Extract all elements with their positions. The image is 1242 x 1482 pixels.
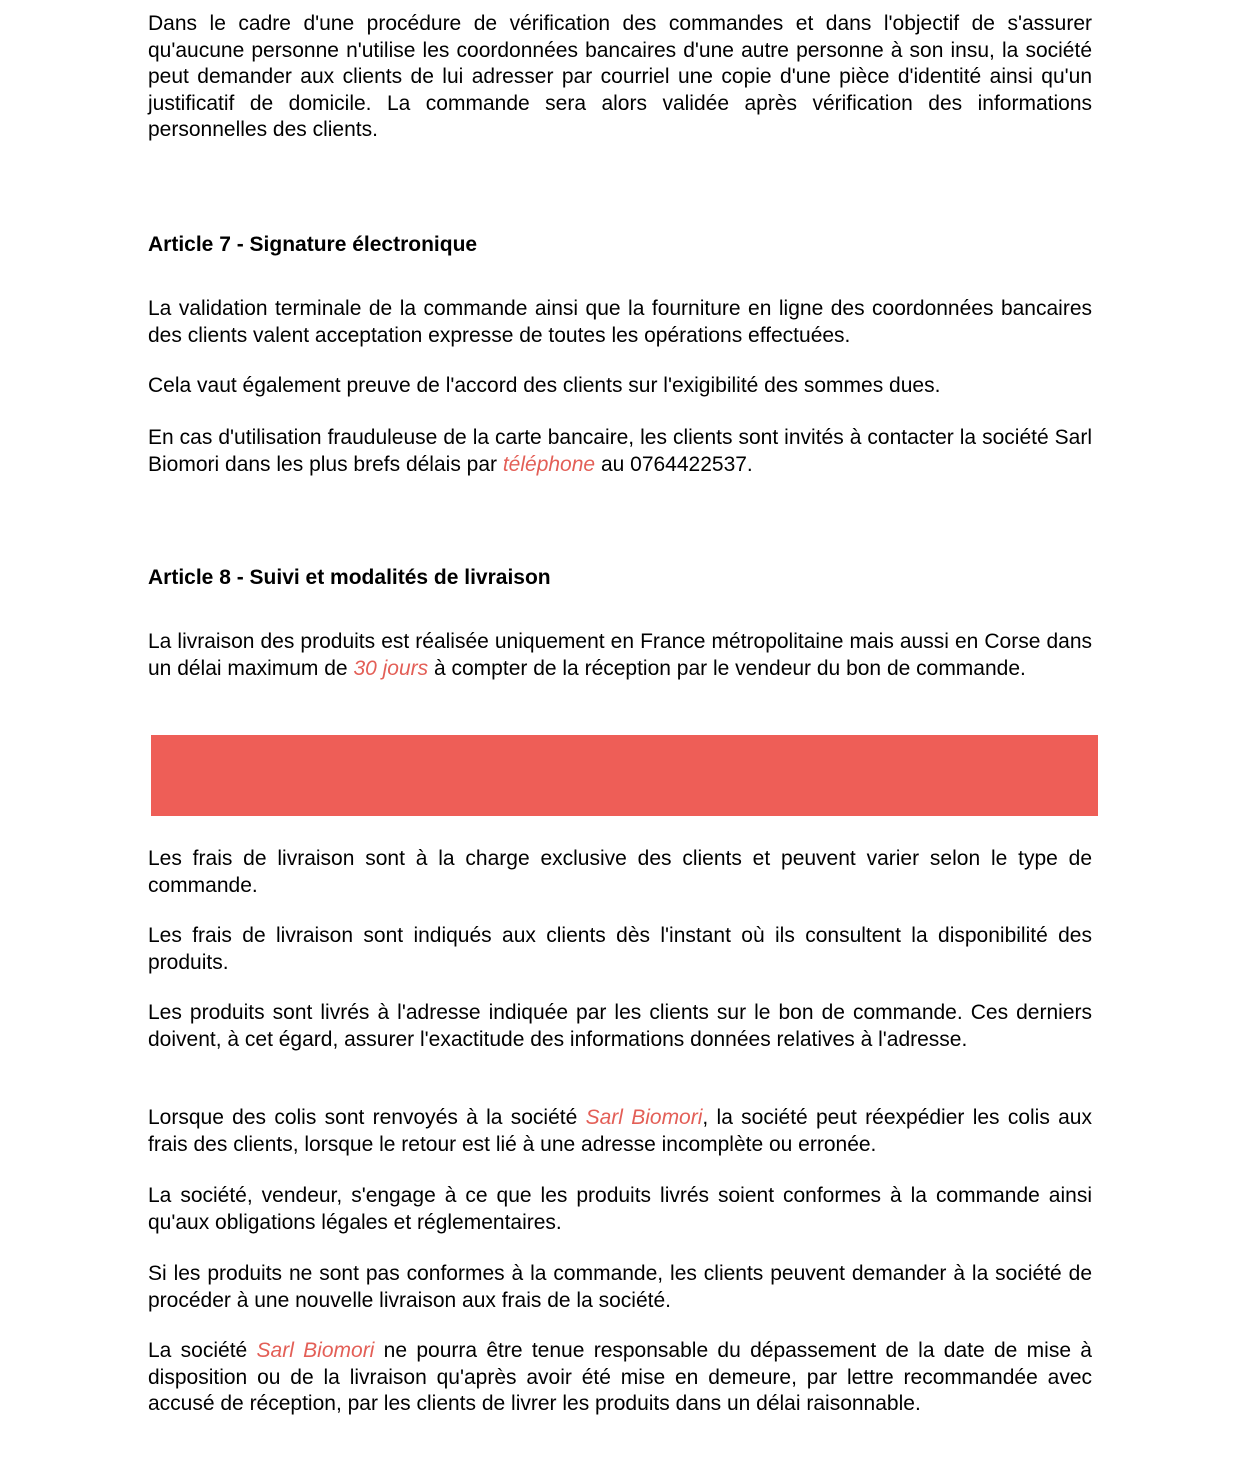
text-segment: au 0764422537. — [595, 452, 753, 476]
text-segment: En cas d'utilisation frauduleuse de la carte bancaire, les clients sont invités à contacter la société Sarl Biomori dans les plus brefs délais par — [148, 426, 1092, 476]
company-highlight: Sarl Biomori — [585, 1106, 703, 1129]
text-segment: La société — [148, 1339, 257, 1362]
article-8-paragraph-3: Les frais de livraison sont indiqués aux clients dès l'instant où ils consultent la disponibilité des produits. — [148, 924, 1092, 974]
text-segment: Lorsque des colis sont renvoyés à la société — [148, 1106, 586, 1129]
article-8-title: Article 8 - Suivi et modalités de livraison — [148, 566, 551, 589]
article-7-title: Article 7 - Signature électronique — [148, 233, 478, 256]
intro-paragraph: Dans le cadre d'une procédure de vérification des commandes et dans l'objectif de s'assurer qu'aucune personne n'utilise les coordonnées bancaires d'une autre personne à son insu, la société peut demander aux clients de lui adresser par courriel une copie d'une pièce d'identité ainsi qu'un justificatif de domicile. La commande sera alors validée après vérification des informations personnelles des clients. — [148, 12, 1092, 141]
phone-highlight: téléphone — [502, 452, 596, 476]
article-8-paragraph-1 — [148, 629, 1092, 682]
article-7-paragraph-1: La validation terminale de la commande ainsi que la fourniture en ligne des coordonnées bancaires des clients valent acceptation expresse de toutes les opérations effectuées. — [148, 297, 1092, 347]
article-8-paragraph-8 — [148, 1338, 1092, 1418]
article-8-paragraph-7: Si les produits ne sont pas conformes à la commande, les clients peuvent demander à la société de procéder à une nouvelle livraison aux frais de la société. — [148, 1262, 1092, 1312]
delay-highlight: 30 jours — [353, 656, 429, 680]
article-8-paragraph-2: Les frais de livraison sont à la charge exclusive des clients et peuvent varier selon le type de commande. — [148, 847, 1092, 897]
article-7-paragraph-3 — [148, 425, 1092, 478]
article-8-paragraph-5 — [148, 1105, 1092, 1158]
text-segment: , la société peut réexpédier les colis aux frais des clients, lorsque le retour est lié à une adresse incomplète ou erronée. — [148, 1106, 1092, 1156]
red-banner — [151, 735, 1098, 816]
article-7-paragraph-2: Cela vaut également preuve de l'accord des clients sur l'exigibilité des sommes dues. — [148, 374, 941, 397]
text-segment: La livraison des produits est réalisée uniquement en France métropolitaine mais aussi en Corse dans un délai maximum de — [148, 630, 1092, 680]
company-highlight: Sarl Biomori — [256, 1339, 375, 1362]
article-8-paragraph-4: Les produits sont livrés à l'adresse indiquée par les clients sur le bon de commande. Ces derniers doivent, à cet égard, assurer l'exactitude des informations données relatives à l'adresse. — [148, 1001, 1092, 1051]
text-segment: ne pourra être tenue responsable du dépassement de la date de mise à disposition ou de la livraison qu'après avoir été mise en demeure, par lettre recommandée avec accusé de réception, par les clients de livrer les produits dans un délai raisonnable. — [148, 1339, 1092, 1415]
text-segment: à compter de la réception par le vendeur du bon de commande. — [428, 656, 1026, 680]
article-8-paragraph-6: La société, vendeur, s'engage à ce que les produits livrés soient conformes à la commande ainsi qu'aux obligations légales et réglementaires. — [148, 1184, 1092, 1234]
